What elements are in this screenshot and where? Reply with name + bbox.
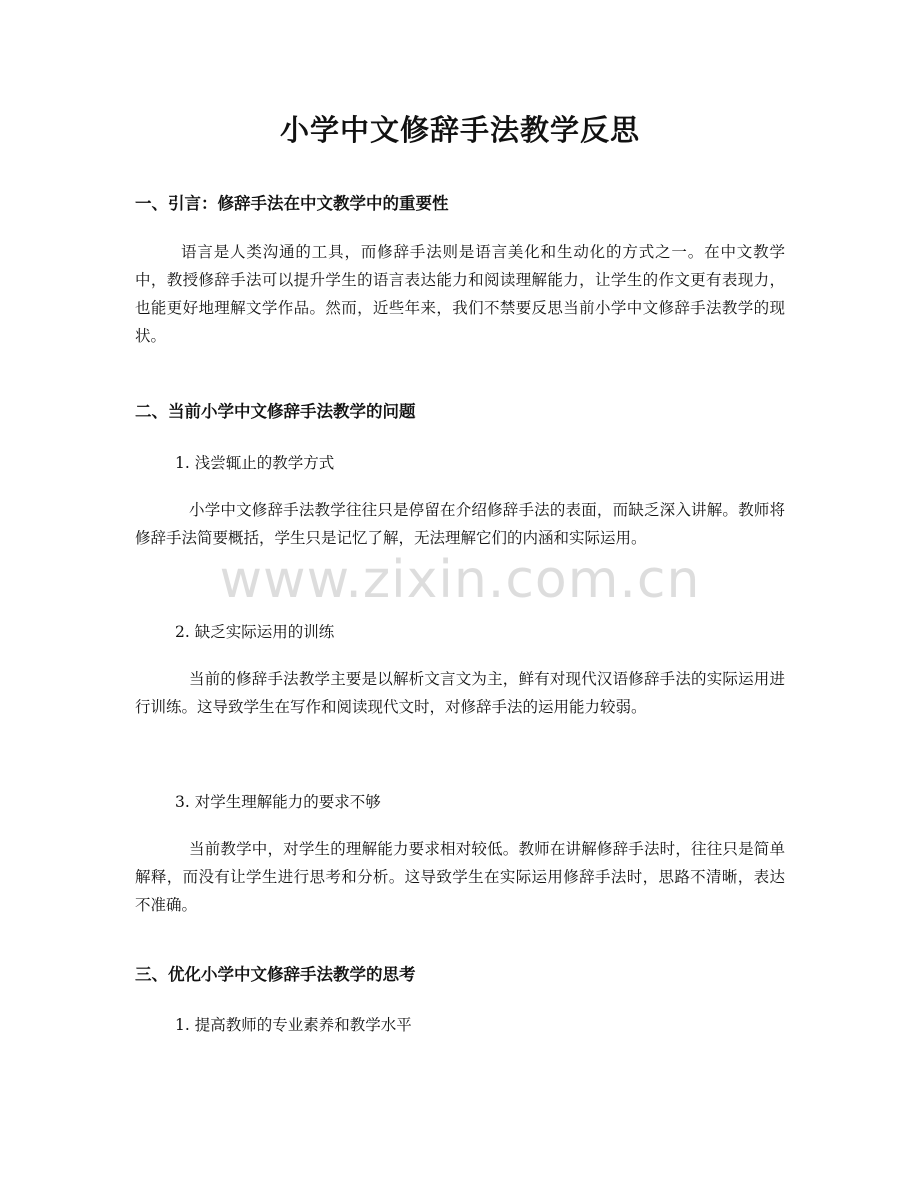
optimization-1-heading: 1. 提高教师的专业素养和教学水平 (175, 1016, 412, 1034)
intro-paragraph: 语言是人类沟通的工具，而修辞手法则是语言美化和生动化的方式之一。在中文教学中，教授修辞手法可以提升学生的语言表达能力和阅读理解能力，让学生的作文更有表现力，也能更好地理解文学作品。然而，近些年来，我们不禁要反思当前小学中文修辞手法教学的现状。 (135, 243, 785, 345)
problem-3-paragraph: 当前教学中，对学生的理解能力要求相对较低。教师在讲解修辞手法时，往往只是简单解释，而没有让学生进行思考和分析。这导致学生在实际运用修辞手法时，思路不清晰，表达不准确。 (135, 840, 785, 914)
section-heading-intro: 一、引言：修辞手法在中文教学中的重要性 (135, 194, 449, 213)
problem-1-paragraph: 小学中文修辞手法教学往往只是停留在介绍修辞手法的表面，而缺乏深入讲解。教师将修辞手法简要概括，学生只是记忆了解，无法理解它们的内涵和实际运用。 (135, 501, 785, 547)
section-heading-optimization: 三、优化小学中文修辞手法教学的思考 (135, 965, 416, 984)
section-heading-problems: 二、当前小学中文修辞手法教学的问题 (135, 402, 416, 421)
problem-1-heading: 1. 浅尝辄止的教学方式 (175, 454, 335, 472)
watermark-text: www.zixin.com.cn (219, 550, 701, 610)
problem-3-heading: 3. 对学生理解能力的要求不够 (175, 793, 381, 811)
page-title: 小学中文修辞手法教学反思 (279, 113, 640, 147)
problem-2-heading: 2. 缺乏实际运用的训练 (175, 623, 335, 641)
problem-2-paragraph: 当前的修辞手法教学主要是以解析文言文为主，鲜有对现代汉语修辞手法的实际运用进行训练。这导致学生在写作和阅读现代文时，对修辞手法的运用能力较弱。 (135, 670, 785, 716)
